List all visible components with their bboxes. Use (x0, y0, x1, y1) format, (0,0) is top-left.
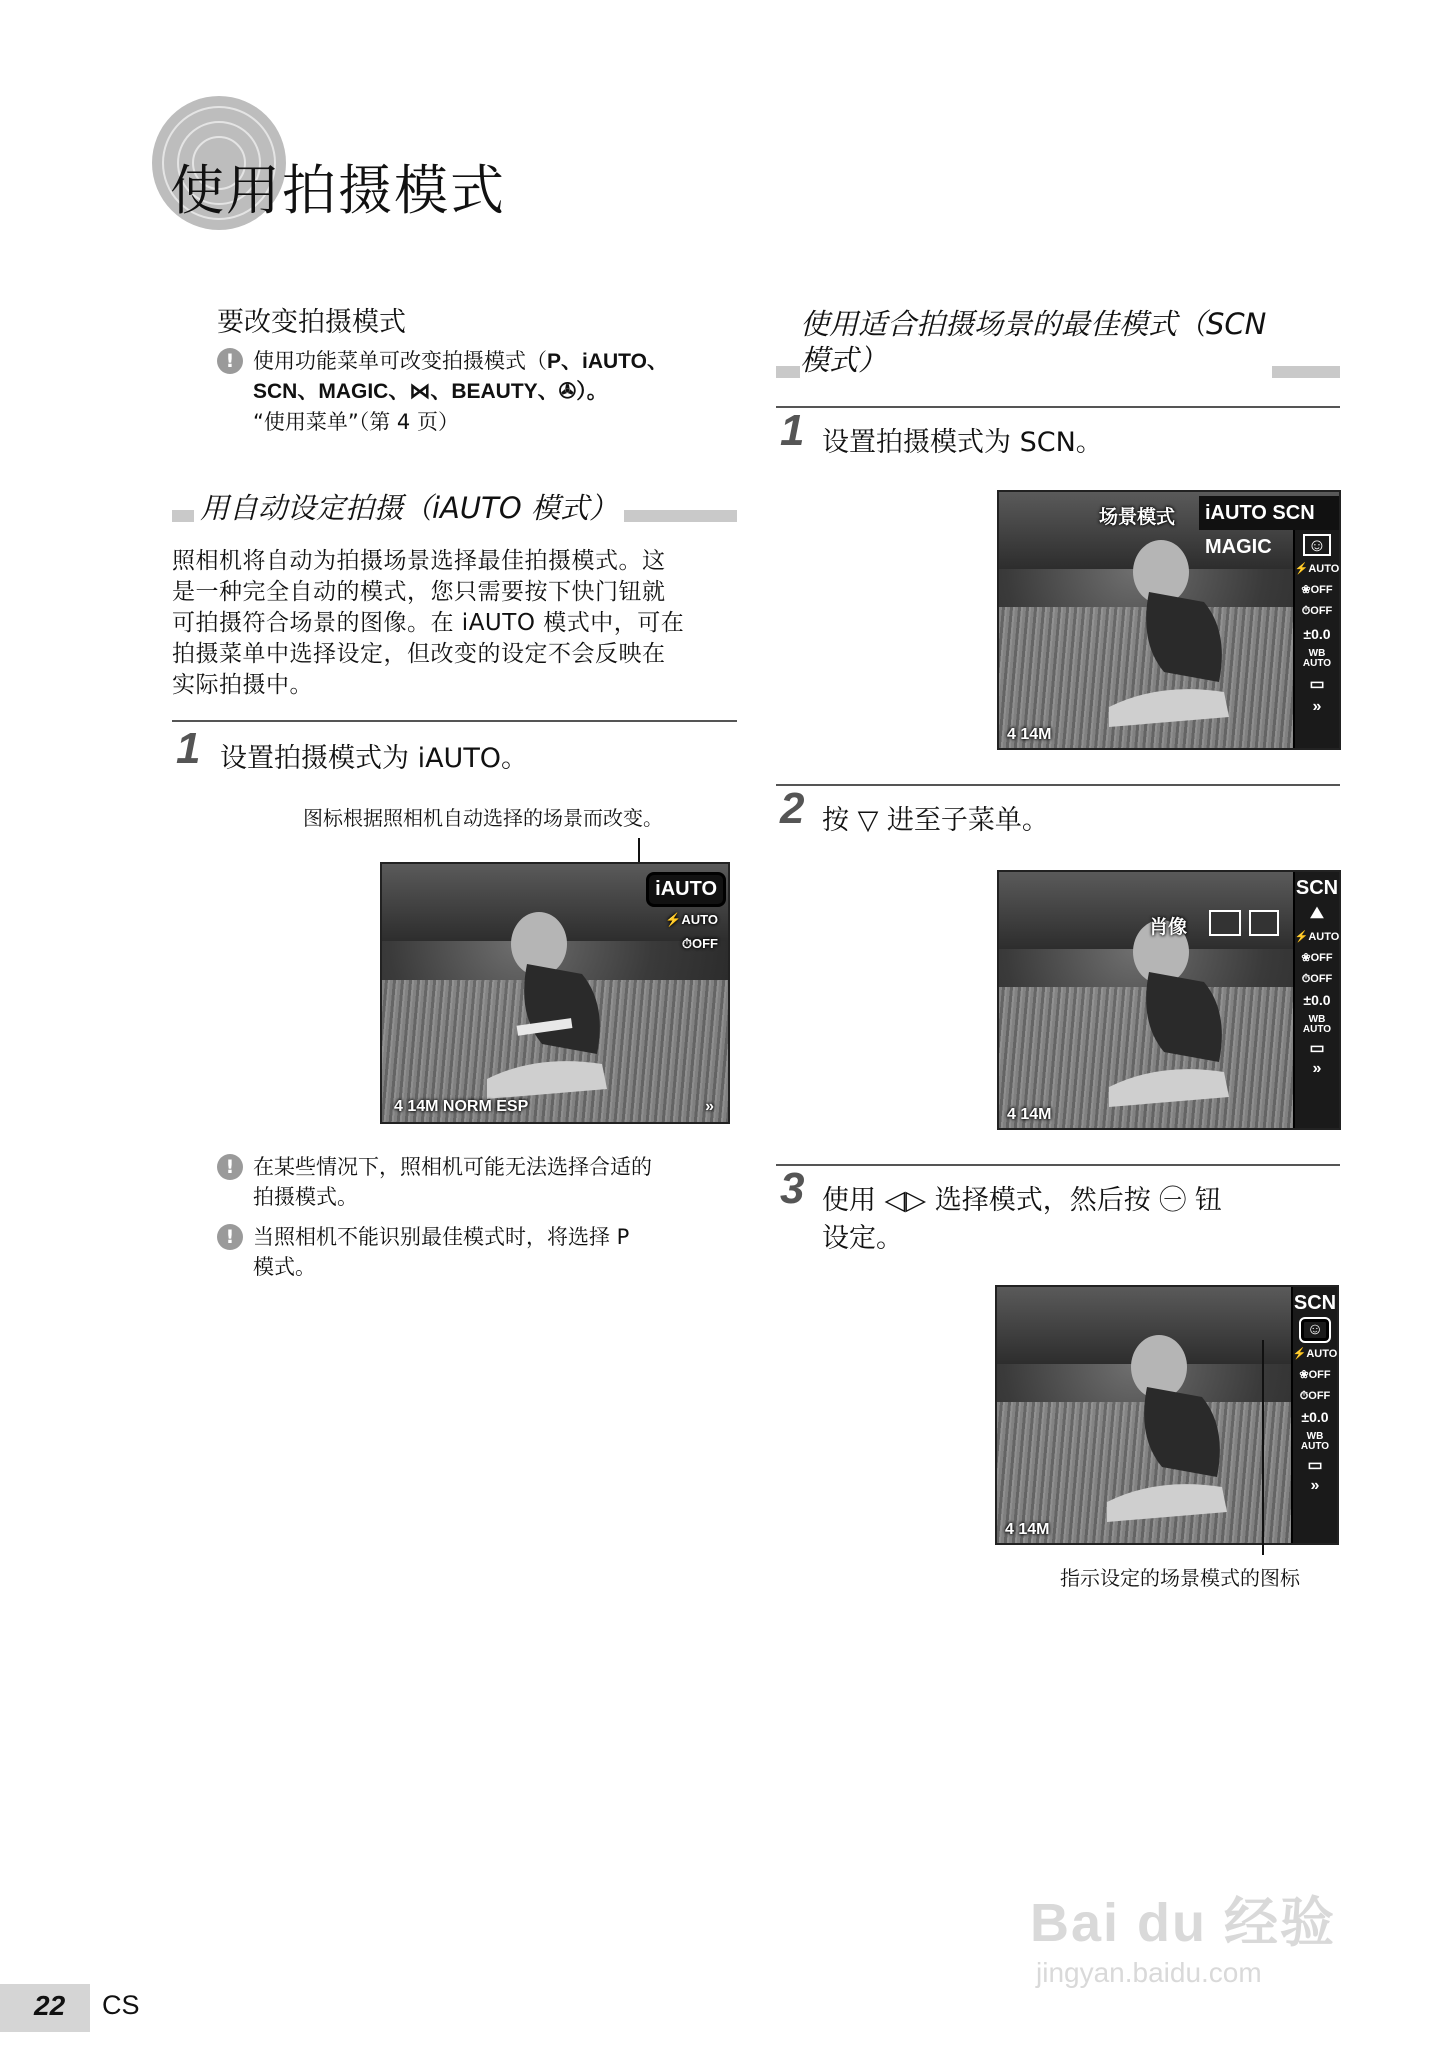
status-bar: 4 14M (1007, 1106, 1052, 1123)
scn-step-3: 使用 ◁▷ 选择模式，然后按 ㊀ 钮 设定。 (822, 1185, 1222, 1254)
menu-icon: » (1312, 1060, 1322, 1077)
function-menu (1293, 530, 1339, 748)
photo-subject (1107, 1327, 1257, 1527)
iauto-mode-icon: iAUTO (646, 872, 726, 907)
step-number: 1 (176, 724, 201, 773)
iauto-step-1: 设置拍摄模式为 iAUTO。 (220, 743, 529, 774)
function-menu (1293, 872, 1339, 1128)
scene-mode-label: 场景模式 (1099, 507, 1176, 528)
function-menu (1291, 1287, 1337, 1543)
caution-icon: ! (217, 348, 243, 374)
portrait-label: 肖像 (1149, 917, 1188, 938)
status-bar: 4 14M (1005, 1521, 1050, 1538)
watermark-brand: Bai du 经验 (1030, 1893, 1337, 1953)
scn-step-2: 按 ▽ 进至子菜单。 (822, 805, 1049, 836)
aspect-icon: ▭ (1309, 1040, 1325, 1057)
scn-camera-screen-1 (997, 490, 1341, 750)
flash-auto-icon: ⚡AUTO (665, 912, 718, 927)
exposure-value: ±0.0 (1303, 992, 1331, 1008)
leader-line (1262, 1340, 1264, 1555)
divider (776, 406, 1340, 408)
portrait-icon: ☺ (1303, 534, 1331, 556)
iauto-section-heading: 用自动设定拍摄（iAUTO 模式） (194, 486, 624, 527)
mode-list-2: SCN、MAGIC、⋈、BEAUTY、✇）。 (253, 380, 608, 403)
iauto-note-1: ! 在某些情况下，照相机可能无法选择合适的 拍摄模式。 (217, 1152, 737, 1212)
divider (776, 1164, 1340, 1166)
caution-icon: ! (217, 1154, 243, 1180)
scene-option-icon (1209, 910, 1241, 936)
scn-callout: 指示设定的场景模式的图标 (1060, 1566, 1300, 1590)
iauto-note-2: ! 当照相机不能识别最佳模式时，将选择 P 模式。 (217, 1222, 737, 1282)
watermark-url: jingyan.baidu.com (1036, 1957, 1262, 1988)
self-timer-icon: ⏱OFF (1301, 605, 1333, 617)
status-bar: 4 14M (1007, 726, 1052, 743)
portrait-icon-selected: ☺ (1301, 1319, 1329, 1341)
iauto-callout: 图标根据照相机自动选择的场景而改变。 (303, 806, 663, 830)
scn-mode-icon: SCN (1293, 1292, 1337, 1314)
mode-tabs: iAUTO SCN MAGIC (1199, 496, 1339, 530)
flash-icon: ⚡AUTO (1294, 563, 1340, 575)
caution-icon: ! (217, 1224, 243, 1250)
photo-subject (1109, 912, 1259, 1112)
flash-icon: ⚡AUTO (1294, 931, 1340, 943)
mode-list-1: P、iAUTO、 (547, 350, 668, 373)
page-title: 使用拍摄模式 (170, 159, 506, 222)
exposure-value: ±0.0 (1303, 626, 1331, 642)
macro-icon: ❀OFF (1299, 1369, 1331, 1381)
self-timer-icon: ⏱OFF (1301, 973, 1333, 985)
change-mode-heading: 要改变拍摄模式 (217, 307, 406, 338)
photo-subject (487, 904, 637, 1104)
aspect-icon: ▭ (1309, 676, 1325, 693)
white-balance-icon: WB AUTO (1302, 648, 1332, 669)
menu-icon: » (1310, 1477, 1320, 1494)
exposure-value: ±0.0 (1301, 1409, 1329, 1425)
menu-reference: “使用菜单”（第 4 页） (253, 410, 459, 434)
menu-icon: » (705, 1098, 714, 1115)
change-mode-note: ! 使用功能菜单可改变拍摄模式（P、iAUTO、 SCN、MAGIC、⋈、BEAUTY、✇）。 “使用菜单”（第 4 页） (217, 346, 737, 437)
step-number: 1 (780, 406, 805, 455)
menu-icon: » (1312, 698, 1322, 715)
language-code: CS (102, 1990, 140, 2020)
iauto-description: 照相机将自动为拍摄场景选择最佳拍摄模式。这 是一种完全自动的模式，您只需要按下快门钮就 可拍摄符合场景的图像。在 iAUTO 模式中，可在 拍摄菜单中选择设定，但改变的设定不会反映在 实际拍摄中。 (172, 548, 685, 698)
status-bar: 4 14M NORM ESP (394, 1098, 529, 1115)
flash-icon: ⚡AUTO (1292, 1348, 1338, 1360)
self-timer-icon: ⏱OFF (681, 936, 718, 951)
iauto-camera-screen (380, 862, 730, 1124)
scn-mode-icon: SCN (1295, 877, 1339, 899)
white-balance-icon: WB AUTO (1302, 1014, 1332, 1035)
scn-camera-screen-2 (997, 870, 1341, 1130)
step-number: 2 (780, 784, 805, 833)
watermark (1030, 1880, 1336, 1989)
macro-icon: ❀OFF (1301, 952, 1333, 964)
landscape-icon: ⛰ (1310, 905, 1324, 922)
aspect-icon: ▭ (1307, 1457, 1323, 1474)
macro-icon: ❀OFF (1301, 584, 1333, 596)
divider (776, 784, 1340, 786)
scn-section-heading: 使用适合拍摄场景的最佳模式（SCN 模式） (800, 306, 1272, 378)
divider (172, 720, 737, 722)
scn-camera-screen-3 (995, 1285, 1339, 1545)
scene-option-icon (1249, 910, 1279, 936)
self-timer-icon: ⏱OFF (1299, 1390, 1331, 1402)
white-balance-icon: WB AUTO (1300, 1431, 1330, 1452)
page-number-box (0, 1984, 90, 2032)
scn-step-1: 设置拍摄模式为 SCN。 (822, 427, 1103, 458)
page-number: 22 (34, 1990, 66, 2021)
step-number: 3 (780, 1164, 805, 1213)
